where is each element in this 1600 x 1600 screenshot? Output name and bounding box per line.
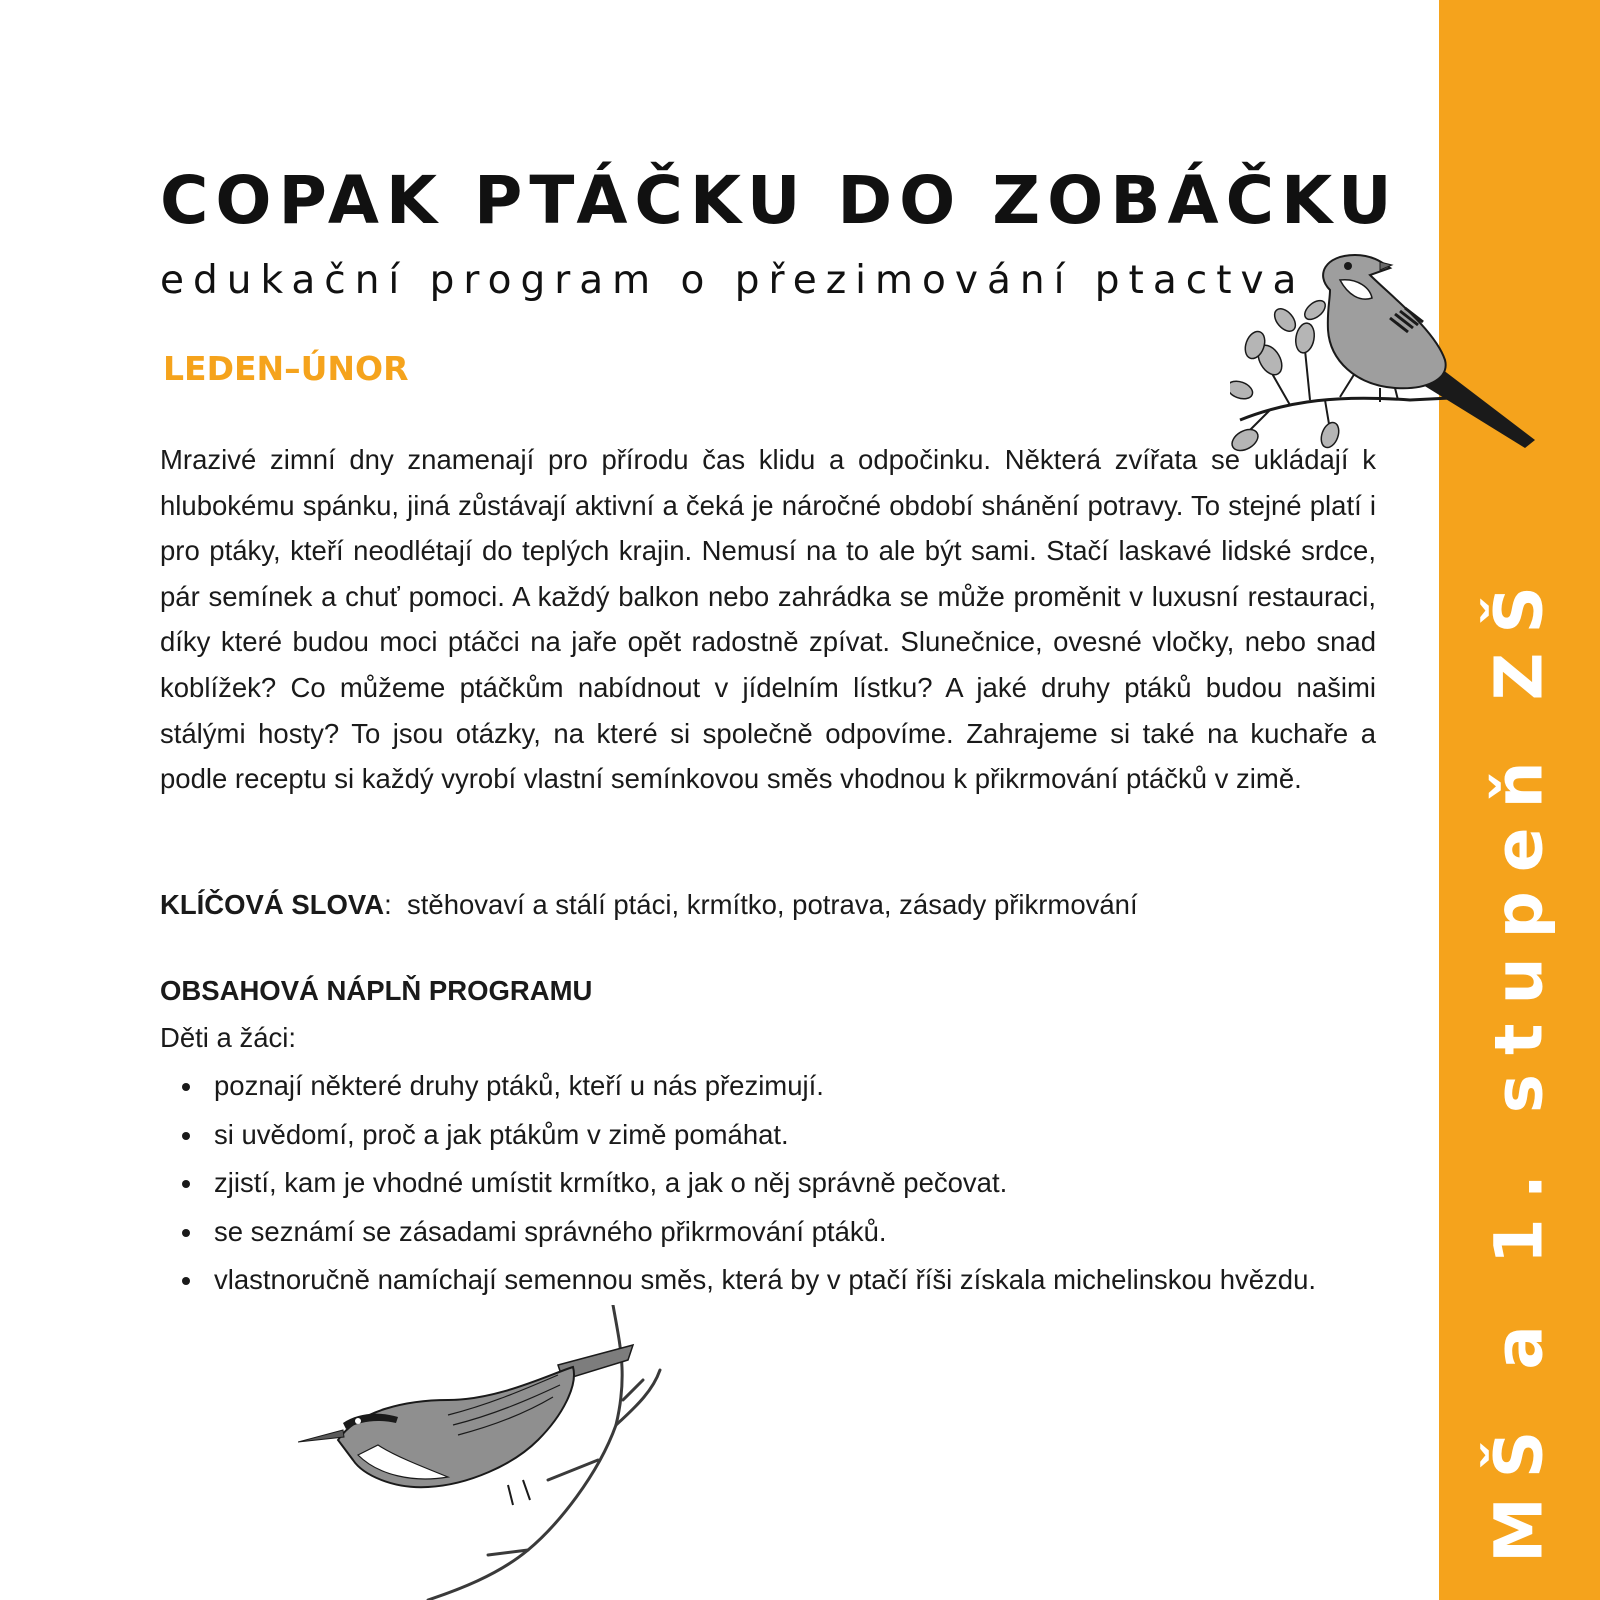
nuthatch-bird-illustration [298,1305,678,1600]
jay-bird-illustration [1230,250,1575,465]
page-title: COPAK PTÁČKU DO ZOBÁČKU [160,162,1399,239]
list-item: vlastnoručně namíchají semennou směs, která by v ptačí říši získala michelinskou hvězdu. [160,1256,1376,1305]
content-lead: Děti a žáci: [160,1022,297,1053]
list-item: se seznámí se zásadami správného přikrmování ptáků. [160,1208,1376,1257]
audience-label: MŠ a 1. stupeň ZŠ [1480,567,1558,1563]
keywords-separator: : [384,889,392,920]
keywords-line [160,888,1138,922]
intro-paragraph: Mrazivé zimní dny znamenají pro přírodu čas klidu a odpočinku. Některá zvířata se ukládají k hlubokému spánku, jiná zůstávají aktivní a čeká je náročné období shánění potravy. To stejné platí i pro ptáky, kteří neodlétají do teplých krajin. Nemusí na to ale být sami. Stačí laskavé lidské srdce, pár semínek a chuť pomoci. A každý balkon nebo zahrádka se může proměnit v luxusní restauraci, díky které budou moci ptáčci na jaře opět radostně zpívat. Slunečnice, ovesné vločky, nebo snad koblížek? Co můžeme ptáčkům nabídnout v jídelním lístku? A jaké druhy ptáků budou našimi stálými hosty? To jsou otázky, na které si společně odpovíme. Zahrajeme si také na kuchaře a podle receptu si každý vyrobí vlastní semínkovou směs vhodnou k přikrmování ptáčků v zimě. [160,444,1376,795]
page-subtitle: edukační program o přezimování ptactva [160,258,1306,303]
content-heading: OBSAHOVÁ NÁPLŇ PROGRAMU [160,975,593,1006]
content-list [160,1062,1376,1305]
season-label: LEDEN–ÚNOR [163,349,409,388]
keywords-text: stěhovaví a stálí ptáci, krmítko, potrava, zásady přikrmování [407,889,1138,920]
keywords-label: KLÍČOVÁ SLOVA [160,889,385,920]
list-item: si uvědomí, proč a jak ptákům v zimě pomáhat. [160,1111,1376,1160]
list-item: zjistí, kam je vhodné umístit krmítko, a jak o něj správně pečovat. [160,1159,1376,1208]
audience-sidebar [1439,0,1600,1600]
list-item: poznají některé druhy ptáků, kteří u nás přezimují. [160,1062,1376,1111]
